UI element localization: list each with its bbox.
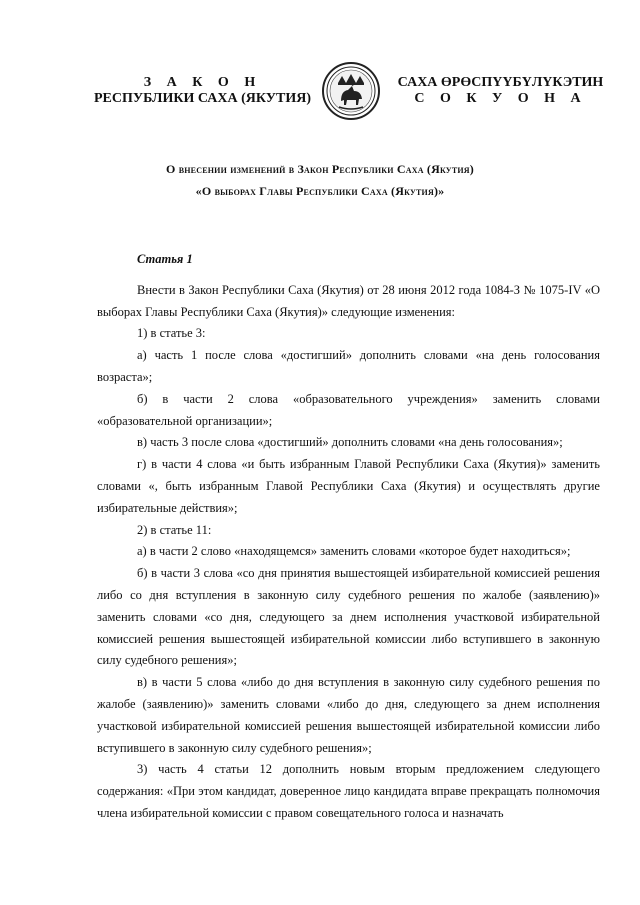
paragraph: 2) в статье 11:	[137, 522, 212, 537]
paragraph: 1) в статье 3:	[137, 326, 206, 341]
paragraph: в) в части 5 слова «либо до дня вступления в законную силу судебного решения по жалобе (заявлению)» заменить словами «либо до дня, следующего за днем исполнения участковой избирательной комиссией решения вышестоящей избирательной комиссии либо вступившего в законную силу судебного решения»;	[97, 675, 600, 755]
paragraph: в) часть 3 после слова «достигший» дополнить словами «на день голосования»;	[137, 435, 563, 450]
paragraph: б) в части 3 слова «со дня принятия вышестоящей избирательной комиссией решения либо со дня вступления в законную силу судебного решения по жалобе (заявлению)» заменить словами «со дня, следующего за днем исполнения участковой избирательной комиссией решения вышестоящей избирательной комиссии либо вступившего в законную силу судебного решения»;	[97, 566, 600, 668]
header-left-line2: РЕСПУБЛИКИ САХА (ЯКУТИЯ)	[93, 91, 312, 106]
law-title-line2: «О выборах Главы Республики Саха (Якутия)»	[195, 184, 445, 198]
paragraph: б) в части 2 слова «образовательного учреждения» заменить словами «образовательной организации»;	[97, 391, 600, 428]
header-left	[90, 75, 315, 107]
paragraph: а) в части 2 слово «находящемся» заменить словами «которое будет находиться»;	[137, 544, 571, 559]
article-heading: Статья 1	[137, 252, 193, 266]
coat-of-arms-emblem	[321, 61, 381, 121]
paragraph: Внести в Закон Республики Саха (Якутия) от 28 июня 2012 года 1084-З № 1075-IV «О выборах Главы Республики Саха (Якутия)» следующие изменения:	[97, 282, 600, 319]
paragraph: 3) часть 4 статьи 12 дополнить новым вторым предложением следующего содержания: «При этом кандидат, доверенное лицо кандидата вправе прекращать полномочия члена избирательной комиссии с правом совещательного голоса и назначать	[97, 762, 600, 820]
paragraph: г) в части 4 слова «и быть избранным Главой Республики Саха (Якутия)» заменить словами «, быть избранным Главой Республики Саха (Якутия) и осуществлять другие избирательные действия»;	[97, 457, 600, 515]
header-left-line1: З А К О Н	[143, 75, 262, 90]
law-title-line1: О внесении изменений в Закон Республики Саха (Якутия)	[165, 162, 474, 176]
header-right-line1: САХА ӨРӨСПҮҮБҮЛҮКЭТИН	[397, 75, 604, 90]
document-body	[97, 249, 600, 825]
header-right-line2: С О К У О Н А	[414, 91, 587, 106]
header-right	[388, 75, 613, 107]
paragraph: а) часть 1 после слова «достигший» дополнить словами «на день голосования возраста»;	[97, 348, 600, 384]
